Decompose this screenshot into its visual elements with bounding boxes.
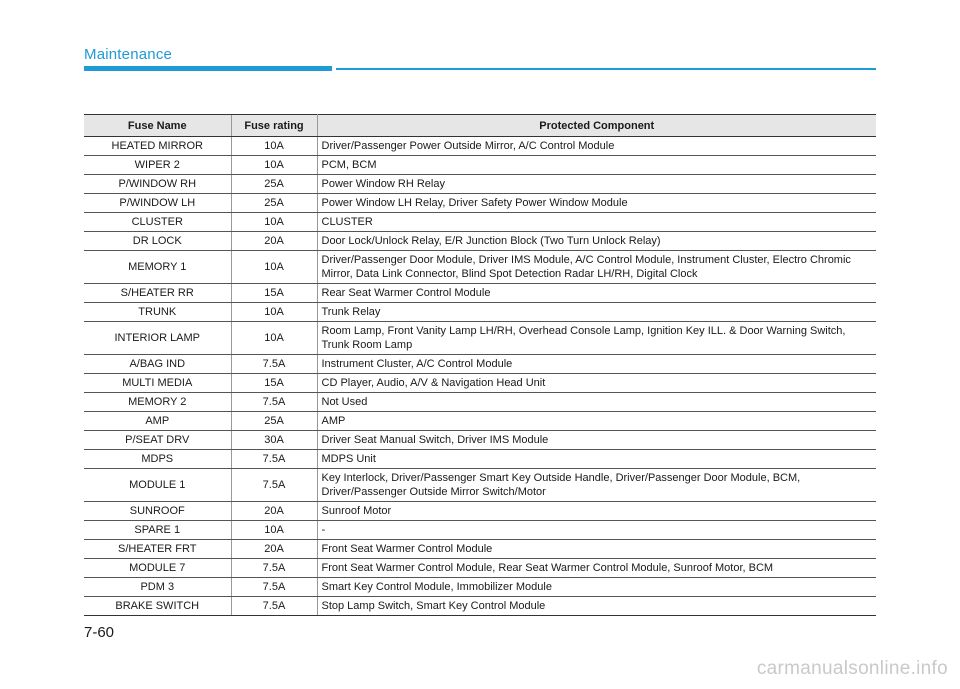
- fuse-name-cell: MODULE 7: [84, 559, 231, 578]
- fuse-name-cell: HEATED MIRROR: [84, 137, 231, 156]
- protected-component-cell: Stop Lamp Switch, Smart Key Control Module: [317, 597, 876, 616]
- protected-component-cell: MDPS Unit: [317, 450, 876, 469]
- fuse-name-cell: DR LOCK: [84, 232, 231, 251]
- fuse-rating-cell: 7.5A: [231, 469, 317, 502]
- protected-component-cell: Trunk Relay: [317, 303, 876, 322]
- table-row: [84, 597, 876, 616]
- fuse-rating-cell: 20A: [231, 540, 317, 559]
- watermark: carmanualsonline.info: [756, 658, 948, 679]
- table-row: [84, 213, 876, 232]
- fuse-name-cell: SUNROOF: [84, 502, 231, 521]
- fuse-rating-cell: 7.5A: [231, 393, 317, 412]
- protected-component-cell: CD Player, Audio, A/V & Navigation Head Unit: [317, 374, 876, 393]
- table-row: [84, 284, 876, 303]
- table-row: [84, 156, 876, 175]
- fuse-name-cell: TRUNK: [84, 303, 231, 322]
- fuse-name-cell: P/WINDOW RH: [84, 175, 231, 194]
- fuse-name-cell: MDPS: [84, 450, 231, 469]
- table-row: [84, 393, 876, 412]
- fuse-name-cell: A/BAG IND: [84, 355, 231, 374]
- table-row: [84, 251, 876, 284]
- table-row: [84, 502, 876, 521]
- protected-component-cell: Power Window LH Relay, Driver Safety Power Window Module: [317, 194, 876, 213]
- fuse-rating-cell: 20A: [231, 502, 317, 521]
- fuse-rating-cell: 30A: [231, 431, 317, 450]
- table-row: [84, 322, 876, 355]
- table-row: [84, 540, 876, 559]
- table-row: [84, 355, 876, 374]
- protected-component-cell: Front Seat Warmer Control Module, Rear Seat Warmer Control Module, Sunroof Motor, BCM: [317, 559, 876, 578]
- protected-component-cell: Instrument Cluster, A/C Control Module: [317, 355, 876, 374]
- column-header-fuse-rating: Fuse rating: [231, 115, 317, 137]
- table-row: [84, 412, 876, 431]
- fuse-rating-cell: 20A: [231, 232, 317, 251]
- fuse-rating-cell: 7.5A: [231, 450, 317, 469]
- fuse-name-cell: BRAKE SWITCH: [84, 597, 231, 616]
- table-row: [84, 578, 876, 597]
- table-row: [84, 559, 876, 578]
- table-row: [84, 303, 876, 322]
- fuse-name-cell: SPARE 1: [84, 521, 231, 540]
- fuse-rating-cell: 25A: [231, 194, 317, 213]
- table-row: [84, 469, 876, 502]
- fuse-rating-cell: 10A: [231, 156, 317, 175]
- fuse-rating-cell: 15A: [231, 374, 317, 393]
- fuse-rating-cell: 25A: [231, 412, 317, 431]
- fuse-name-cell: P/WINDOW LH: [84, 194, 231, 213]
- fuse-table: [84, 114, 876, 616]
- fuse-name-cell: AMP: [84, 412, 231, 431]
- protected-component-cell: Driver/Passenger Door Module, Driver IMS Module, A/C Control Module, Instrument Cluster, Electro Chromic Mirror, Data Link Connector, Blind Spot Detection Radar LH/RH, Digital Clock: [317, 251, 876, 284]
- page-number: 7-60: [84, 624, 115, 641]
- protected-component-cell: AMP: [317, 412, 876, 431]
- fuse-rating-cell: 10A: [231, 137, 317, 156]
- fuse-name-cell: WIPER 2: [84, 156, 231, 175]
- header-rule-thin: [336, 68, 876, 70]
- table-row: [84, 431, 876, 450]
- protected-component-cell: Key Interlock, Driver/Passenger Smart Key Outside Handle, Driver/Passenger Door Module, BCM, Driver/Passenger Outside Mirror Switch/Motor: [317, 469, 876, 502]
- column-header-protected-component: Protected Component: [317, 115, 876, 137]
- fuse-rating-cell: 7.5A: [231, 578, 317, 597]
- fuse-name-cell: S/HEATER FRT: [84, 540, 231, 559]
- table-row: [84, 450, 876, 469]
- protected-component-cell: Front Seat Warmer Control Module: [317, 540, 876, 559]
- protected-component-cell: CLUSTER: [317, 213, 876, 232]
- protected-component-cell: PCM, BCM: [317, 156, 876, 175]
- column-header-fuse-name: Fuse Name: [84, 115, 231, 137]
- protected-component-cell: Driver Seat Manual Switch, Driver IMS Module: [317, 431, 876, 450]
- fuse-name-cell: MULTI MEDIA: [84, 374, 231, 393]
- table-row: [84, 175, 876, 194]
- protected-component-cell: Smart Key Control Module, Immobilizer Module: [317, 578, 876, 597]
- header-rule-thick: [84, 66, 332, 71]
- fuse-rating-cell: 7.5A: [231, 559, 317, 578]
- table-row: [84, 374, 876, 393]
- fuse-rating-cell: 10A: [231, 322, 317, 355]
- table-row: [84, 137, 876, 156]
- fuse-rating-cell: 7.5A: [231, 597, 317, 616]
- fuse-rating-cell: 10A: [231, 303, 317, 322]
- table-row: [84, 521, 876, 540]
- protected-component-cell: Sunroof Motor: [317, 502, 876, 521]
- table-row: [84, 232, 876, 251]
- fuse-name-cell: CLUSTER: [84, 213, 231, 232]
- fuse-name-cell: MEMORY 2: [84, 393, 231, 412]
- protected-component-cell: Not Used: [317, 393, 876, 412]
- protected-component-cell: Door Lock/Unlock Relay, E/R Junction Block (Two Turn Unlock Relay): [317, 232, 876, 251]
- fuse-rating-cell: 10A: [231, 251, 317, 284]
- fuse-rating-cell: 10A: [231, 213, 317, 232]
- protected-component-cell: Rear Seat Warmer Control Module: [317, 284, 876, 303]
- fuse-name-cell: P/SEAT DRV: [84, 431, 231, 450]
- fuse-rating-cell: 10A: [231, 521, 317, 540]
- section-title: Maintenance: [84, 46, 173, 63]
- fuse-name-cell: INTERIOR LAMP: [84, 322, 231, 355]
- protected-component-cell: -: [317, 521, 876, 540]
- fuse-name-cell: MEMORY 1: [84, 251, 231, 284]
- protected-component-cell: Room Lamp, Front Vanity Lamp LH/RH, Overhead Console Lamp, Ignition Key ILL. & Door Warning Switch, Trunk Room Lamp: [317, 322, 876, 355]
- fuse-rating-cell: 25A: [231, 175, 317, 194]
- fuse-rating-cell: 15A: [231, 284, 317, 303]
- protected-component-cell: Power Window RH Relay: [317, 175, 876, 194]
- table-row: [84, 194, 876, 213]
- protected-component-cell: Driver/Passenger Power Outside Mirror, A/C Control Module: [317, 137, 876, 156]
- fuse-name-cell: PDM 3: [84, 578, 231, 597]
- table-header-row: [84, 115, 876, 137]
- fuse-rating-cell: 7.5A: [231, 355, 317, 374]
- fuse-name-cell: S/HEATER RR: [84, 284, 231, 303]
- fuse-name-cell: MODULE 1: [84, 469, 231, 502]
